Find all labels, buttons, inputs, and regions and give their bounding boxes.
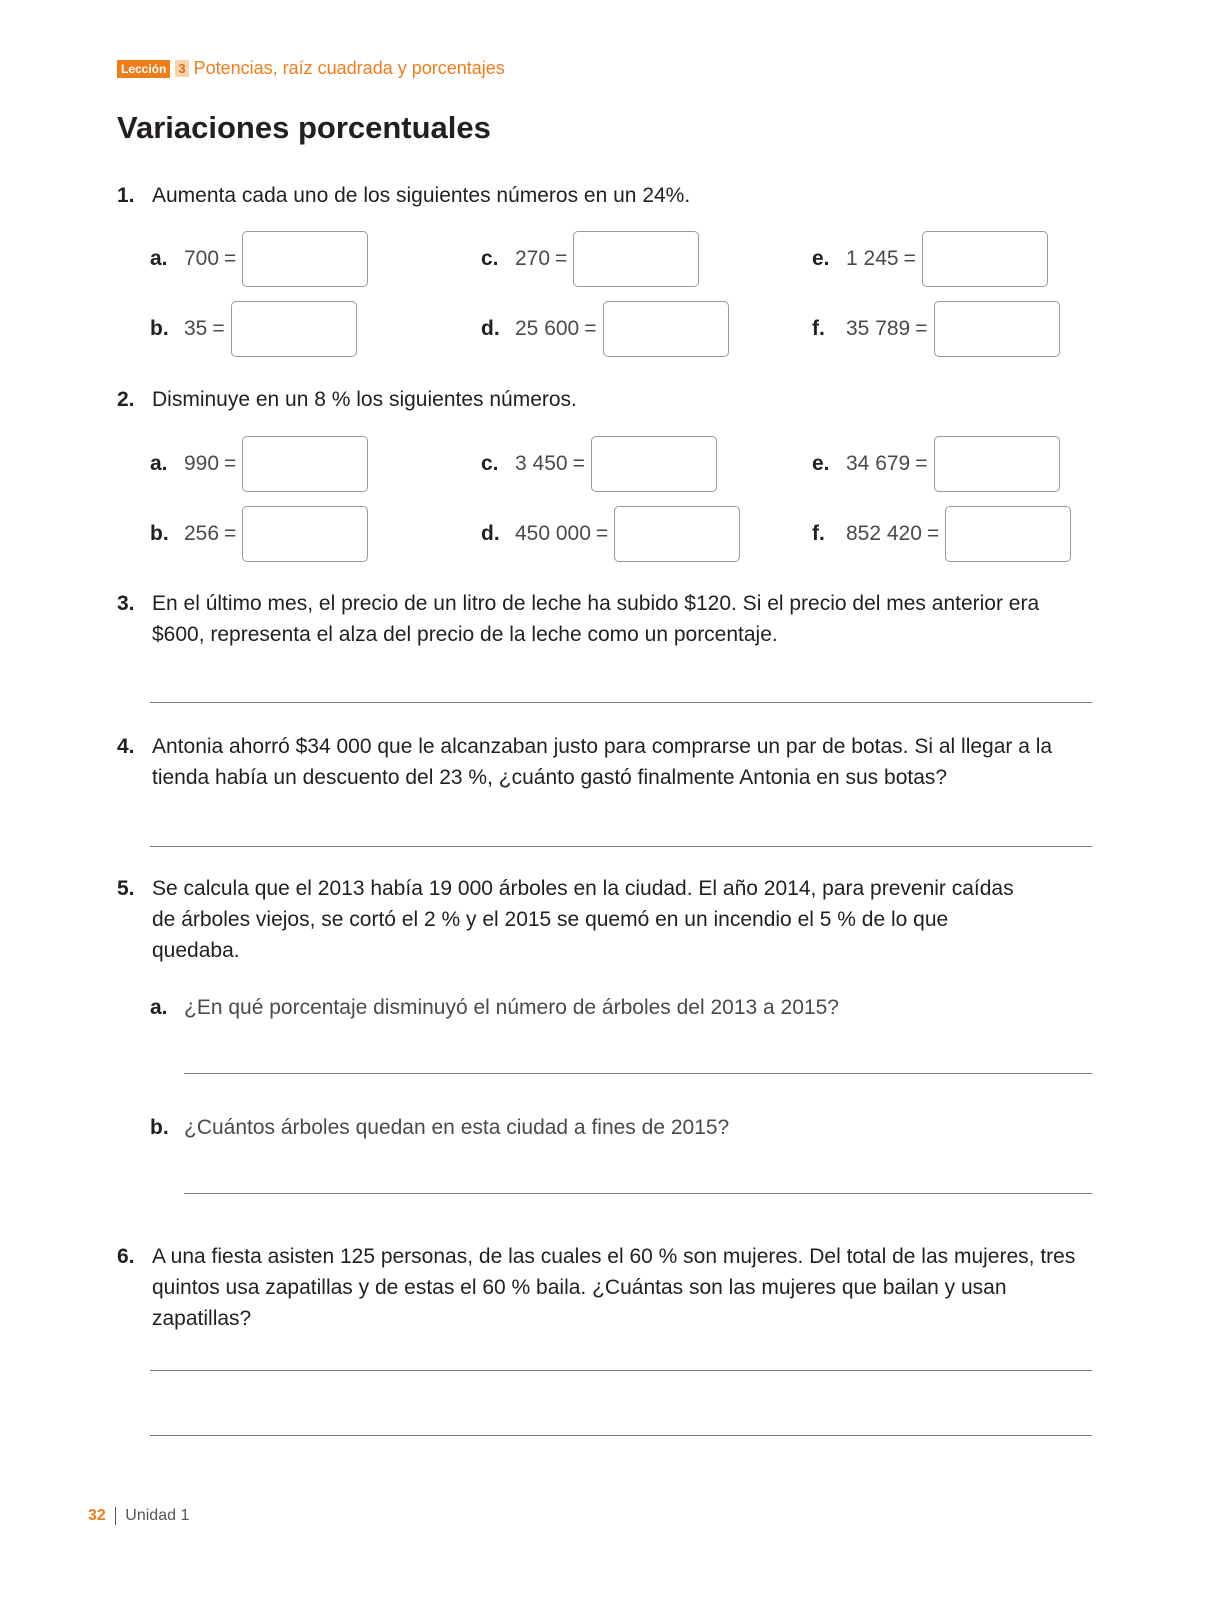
item-value: 35 xyxy=(184,317,208,340)
question-2 xyxy=(117,384,1117,416)
item-label: b. xyxy=(150,522,169,545)
footer-divider xyxy=(115,1507,117,1525)
sub-text: ¿En qué porcentaje disminuyó el número de árboles del 2013 a 2015? xyxy=(184,996,839,1019)
answer-box[interactable] xyxy=(242,436,368,492)
item-value: 270 xyxy=(515,247,551,270)
question-number: 4. xyxy=(117,735,135,758)
item-label: d. xyxy=(481,317,500,340)
item-label: e. xyxy=(812,452,830,475)
item-label: c. xyxy=(481,452,499,475)
question-number: 6. xyxy=(117,1245,135,1268)
item-label: e. xyxy=(812,247,830,270)
page-title: Variaciones porcentuales xyxy=(117,110,491,145)
item-value: 450 000 xyxy=(515,522,591,545)
q2-item-c xyxy=(481,436,717,492)
q2-item-f xyxy=(812,506,1071,562)
q2-item-d xyxy=(481,506,740,562)
equals-sign: = xyxy=(595,522,609,545)
question-text: Aumenta cada uno de los siguientes números en un 24%. xyxy=(152,184,691,207)
q1-item-b xyxy=(150,301,357,357)
item-value: 700 xyxy=(184,247,220,270)
q1-item-c xyxy=(481,231,699,287)
item-value: 3 450 xyxy=(515,452,568,475)
equals-sign: = xyxy=(224,247,237,270)
item-value: 25 600 xyxy=(515,317,580,340)
answer-line[interactable] xyxy=(150,1435,1092,1436)
answer-line[interactable] xyxy=(150,702,1092,703)
q1-item-e xyxy=(812,231,1048,287)
answer-box[interactable] xyxy=(231,301,357,357)
item-value: 852 420 xyxy=(846,522,922,545)
question-number: 1. xyxy=(117,184,135,207)
equals-sign: = xyxy=(224,522,237,545)
question-text: Se calcula que el 2013 había 19 000 árboles en la ciudad. El año 2014, para prevenir caídas de árboles viejos, se cortó el 2 % y el 2015 se quemó en un incendio el 5 % de lo que quedaba. xyxy=(152,877,1014,962)
question-1 xyxy=(117,180,1117,212)
equals-sign: = xyxy=(224,452,237,475)
answer-box[interactable] xyxy=(934,301,1060,357)
item-label: a. xyxy=(150,452,168,475)
answer-box[interactable] xyxy=(945,506,1071,562)
page-footer xyxy=(88,1507,189,1525)
item-label: f. xyxy=(812,317,825,340)
question-number: 3. xyxy=(117,592,135,615)
q2-item-e xyxy=(812,436,1060,492)
q2-item-a xyxy=(150,436,368,492)
item-value: 34 679 xyxy=(846,452,911,475)
lesson-header xyxy=(117,58,505,79)
answer-box[interactable] xyxy=(922,231,1048,287)
answer-box[interactable] xyxy=(573,231,699,287)
item-label: c. xyxy=(481,247,499,270)
q1-item-f xyxy=(812,301,1060,357)
equals-sign: = xyxy=(915,317,928,340)
equals-sign: = xyxy=(584,317,597,340)
sub-label: b. xyxy=(150,1116,169,1139)
q1-item-a xyxy=(150,231,368,287)
item-value: 35 789 xyxy=(846,317,911,340)
answer-line[interactable] xyxy=(150,846,1092,847)
item-label: d. xyxy=(481,522,500,545)
item-label: b. xyxy=(150,317,169,340)
item-label: f. xyxy=(812,522,825,545)
q5-sub-b xyxy=(150,1116,729,1140)
lesson-number: 3 xyxy=(175,60,188,77)
answer-line[interactable] xyxy=(150,1370,1092,1371)
question-5 xyxy=(117,873,1117,967)
item-value: 990 xyxy=(184,452,220,475)
q2-item-b xyxy=(150,506,368,562)
q5-sub-a xyxy=(150,996,839,1020)
answer-box[interactable] xyxy=(591,436,717,492)
question-text: Antonia ahorró $34 000 que le alcanzaban justo para comprarse un par de botas. Si al llegar a la tienda había un descuento del 23 %, ¿cuánto gastó finalmente Antonia en sus botas? xyxy=(152,735,1053,789)
question-3 xyxy=(117,588,1117,652)
question-text: A una fiesta asisten 125 personas, de las cuales el 60 % son mujeres. Del total de las mujeres, tres quintos usa zapatillas y de estas el 60 % baila. ¿Cuántas son las mujeres que bailan y usan zapatillas? xyxy=(152,1245,1076,1330)
item-value: 256 xyxy=(184,522,220,545)
question-6 xyxy=(117,1241,1117,1335)
question-number: 2. xyxy=(117,388,135,411)
answer-box[interactable] xyxy=(614,506,740,562)
answer-box[interactable] xyxy=(934,436,1060,492)
answer-box[interactable] xyxy=(603,301,729,357)
question-4 xyxy=(117,731,1117,795)
question-text: Disminuye en un 8 % los siguientes números. xyxy=(152,388,577,411)
unit-label: Unidad 1 xyxy=(125,1507,190,1524)
question-text: En el último mes, el precio de un litro de leche ha subido $120. Si el precio del mes anterior era $600, representa el alza del precio de la leche como un porcentaje. xyxy=(152,592,1040,646)
sub-label: a. xyxy=(150,996,168,1019)
sub-text: ¿Cuántos árboles quedan en esta ciudad a fines de 2015? xyxy=(184,1116,730,1139)
equals-sign: = xyxy=(555,247,568,270)
equals-sign: = xyxy=(926,522,940,545)
question-number: 5. xyxy=(117,877,135,900)
equals-sign: = xyxy=(903,247,916,270)
answer-box[interactable] xyxy=(242,506,368,562)
equals-sign: = xyxy=(915,452,928,475)
equals-sign: = xyxy=(212,317,225,340)
lesson-badge: Lección xyxy=(117,60,170,78)
lesson-title: Potencias, raíz cuadrada y porcentajes xyxy=(193,58,505,78)
item-value: 1 245 xyxy=(846,247,899,270)
item-label: a. xyxy=(150,247,168,270)
answer-box[interactable] xyxy=(242,231,368,287)
equals-sign: = xyxy=(572,452,585,475)
q1-item-d xyxy=(481,301,729,357)
answer-line[interactable] xyxy=(184,1193,1092,1194)
page-number: 32 xyxy=(88,1507,106,1524)
answer-line[interactable] xyxy=(184,1073,1092,1074)
